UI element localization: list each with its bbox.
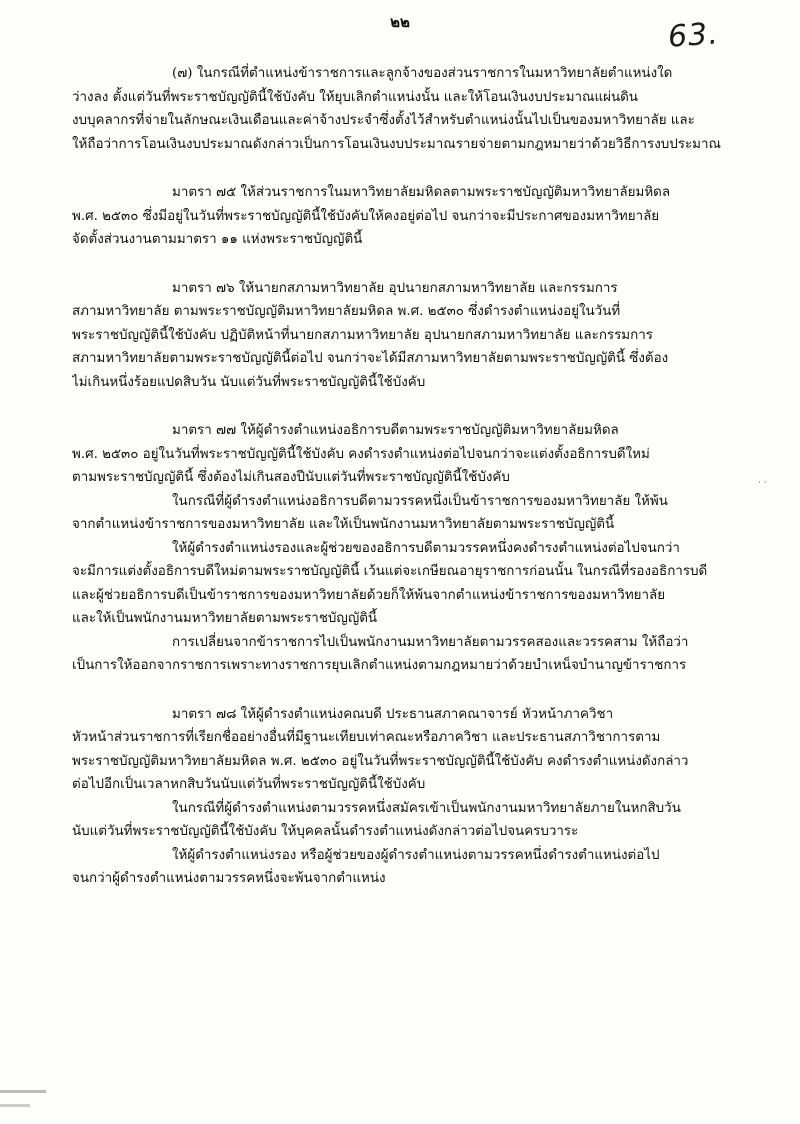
text-line: หัวหน้าส่วนราชการที่เรียกชื่ออย่างอื่นที่มีฐานะเทียบเท่าคณะหรือภาควิชา และประธานสภาวิชาการตาม xyxy=(72,730,661,745)
text-line: จะมีการแต่งตั้งอธิการบดีใหม่ตามพระราชบัญญัตินี้ เว้นแต่จะเกษียณอายุราชการก่อนนั้น ในกรณีที่รองอธิการบดี xyxy=(72,564,708,579)
paragraph xyxy=(72,844,742,891)
text-line: ให้ผู้ดำรงตำแหน่งรองและผู้ช่วยของอธิการบดีตามวรรคหนึ่งคงดำรงตำแหน่งต่อไปจนกว่า xyxy=(172,540,680,556)
section-sec-77 xyxy=(72,419,742,678)
document-body xyxy=(72,62,742,891)
text-line: มาตรา ๗๕ ให้ส่วนราชการในมหาวิทยาลัยมหิดลตามพระราชบัญญัติมหาวิทยาลัยมหิดล xyxy=(172,185,671,200)
text-line: จัดตั้งส่วนงานตามมาตรา ๑๑ แห่งพระราชบัญญัตินี้ xyxy=(72,232,363,247)
text-line: ไม่เกินหนึ่งร้อยแปดสิบวัน นับแต่วันที่พระราชบัญญัตินี้ใช้บังคับ xyxy=(72,374,426,390)
paragraph xyxy=(72,181,742,252)
paragraph xyxy=(72,797,742,844)
text-line: จนกว่าผู้ดำรงตำแหน่งตามวรรคหนึ่งจะพ้นจากตำแหน่ง xyxy=(72,871,386,886)
text-line: เป็นการให้ออกจากราชการเพราะทางราชการยุบเลิกตำแหน่งตามกฎหมายว่าด้วยบำเหน็จบำนาญข้าราชการ xyxy=(72,658,687,673)
scan-edge-mark xyxy=(0,1090,46,1093)
text-line: ในกรณีที่ผู้ดำรงตำแหน่งตามวรรคหนึ่งสมัครเข้าเป็นพนักงานมหาวิทยาลัยภายในหกสิบวัน xyxy=(172,800,681,816)
text-line: ต่อไปอีกเป็นเวลาหกสิบวันนับแต่วันที่พระราชบัญญัตินี้ใช้บังคับ xyxy=(72,777,426,792)
text-line: (๗) ในกรณีที่ตำแหน่งข้าราชการและลูกจ้างของส่วนราชการในมหาวิทยาลัยตำแหน่งใด xyxy=(172,66,673,81)
text-line: ตามพระราชบัญญัตินี้ ซึ่งต้องไม่เกินสองปีนับแต่วันที่พระราชบัญญัตินี้ใช้บังคับ xyxy=(72,470,510,485)
paragraph xyxy=(72,62,742,156)
text-line: งบบุคลากรที่จ่ายในลักษณะเงินเดือนและค่าจ้างประจำซึ่งตั้งไว้สำหรับตำแหน่งนั้นไปเป็นของมหาวิทยาลัย และ xyxy=(72,113,695,128)
text-line: การเปลี่ยนจากข้าราชการไปเป็นพนักงานมหาวิทยาลัยตามวรรคสองและวรรคสาม ให้ถือว่า xyxy=(172,634,689,650)
text-line: พระราชบัญญัตินี้ใช้บังคับ ปฏิบัติหน้าที่นายกสภามหาวิทยาลัย อุปนายกสภามหาวิทยาลัย และกรรมการ xyxy=(72,327,653,343)
text-line: ให้ถือว่าการโอนเงินงบประมาณดังกล่าวเป็นการโอนเงินงบประมาณรายจ่ายตามกฎหมายว่าด้วยวิธีการงบประมาณ xyxy=(72,136,721,152)
text-line: และผู้ช่วยอธิการบดีเป็นข้าราชการของมหาวิทยาลัยด้วยก็ให้พ้นจากตำแหน่งข้าราชการของมหาวิทยาลัย xyxy=(72,587,666,603)
scan-edge-mark xyxy=(0,1104,30,1107)
paragraph xyxy=(72,537,742,631)
paragraph xyxy=(72,703,742,797)
scan-speck: · · xyxy=(758,478,767,488)
section-sec-7 xyxy=(72,62,742,156)
text-line: พ.ศ. ๒๕๓๐ อยู่ในวันที่พระราชบัญญัตินี้ใช้บังคับ คงดำรงตำแหน่งต่อไปจนกว่าจะแต่งตั้งอธิการบดีใหม่ xyxy=(72,446,650,462)
paragraph xyxy=(72,277,742,395)
text-line: และให้เป็นพนักงานมหาวิทยาลัยตามพระราชบัญญัตินี้ xyxy=(72,611,378,626)
text-line: ให้ผู้ดำรงตำแหน่งรอง หรือผู้ช่วยของผู้ดำรงตำแหน่งตามวรรคหนึ่งดำรงตำแหน่งต่อไป xyxy=(172,847,660,863)
text-line: นับแต่วันที่พระราชบัญญัตินี้ใช้บังคับ ให้บุคคลนั้นดำรงตำแหน่งดังกล่าวต่อไปจนครบวาระ xyxy=(72,824,579,839)
text-line: มาตรา ๗๗ ให้ผู้ดำรงตำแหน่งอธิการบดีตามพระราชบัญญัติมหาวิทยาลัยมหิดล xyxy=(172,423,619,438)
section-sec-78 xyxy=(72,703,742,891)
text-line: จากตำแหน่งข้าราชการของมหาวิทยาลัย และให้เป็นพนักงานมหาวิทยาลัยตามพระราชบัญญัตินี้ xyxy=(72,517,615,532)
text-line: มาตรา ๗๘ ให้ผู้ดำรงตำแหน่งคณบดี ประธานสภาคณาจารย์ หัวหน้าภาควิชา xyxy=(172,706,614,722)
paragraph xyxy=(72,490,742,537)
section-sec-76 xyxy=(72,277,742,395)
text-line: สภามหาวิทยาลัย ตามพระราชบัญญัติมหาวิทยาลัยมหิดล พ.ศ. ๒๕๓๐ ซึ่งดำรงตำแหน่งอยู่ในวันที่ xyxy=(72,304,621,319)
text-line: ว่างลง ตั้งแต่วันที่พระราชบัญญัตินี้ใช้บังคับ ให้ยุบเลิกตำแหน่งนั้น และให้โอนเงินงบประมาณแผ่นดิน xyxy=(72,89,638,105)
page-number: ๒๒ xyxy=(390,13,410,31)
text-line: ในกรณีที่ผู้ดำรงตำแหน่งอธิการบดีตามวรรคหนึ่งเป็นข้าราชการของมหาวิทยาลัย ให้พ้น xyxy=(172,493,668,509)
handwritten-page-annotation: 63. xyxy=(666,16,720,55)
text-line: มาตรา ๗๖ ให้นายกสภามหาวิทยาลัย อุปนายกสภามหาวิทยาลัย และกรรมการ xyxy=(172,280,618,296)
text-line: พระราชบัญญัติมหาวิทยาลัยมหิดล พ.ศ. ๒๕๓๐ อยู่ในวันที่พระราชบัญญัตินี้ใช้บังคับ คงดำรงตำแหน่งดังกล่าว xyxy=(72,753,689,769)
paragraph xyxy=(72,631,742,678)
text-line: สภามหาวิทยาลัยตามพระราชบัญญัตินี้ต่อไป จนกว่าจะได้มีสภามหาวิทยาลัยตามพระราชบัญญัตินี้ ซึ่งต้อง xyxy=(72,351,669,366)
paragraph xyxy=(72,419,742,490)
section-sec-75 xyxy=(72,181,742,252)
text-line: พ.ศ. ๒๕๓๐ ซึ่งมีอยู่ในวันที่พระราชบัญญัตินี้ใช้บังคับให้คงอยู่ต่อไป จนกว่าจะมีประกาศของมหาวิทยาลัย xyxy=(72,208,660,224)
